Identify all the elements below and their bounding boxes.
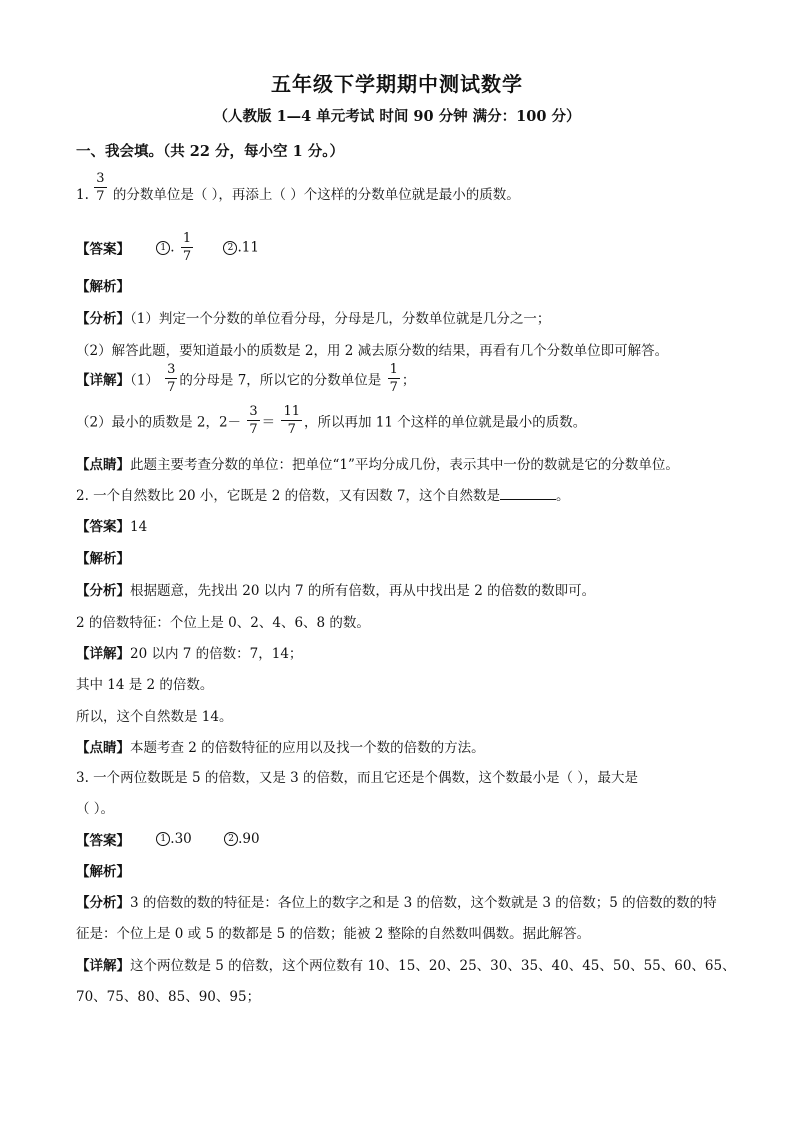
detail-text: 的分母是 7，所以它的分数单位是 [179, 372, 382, 389]
q3-line-2: （ ）。 [76, 801, 115, 817]
detail-text: （1） [130, 372, 159, 389]
fraction [281, 405, 302, 436]
q2-detail-line-2: 其中 14 是 2 的倍数。 [76, 677, 214, 693]
fraction [247, 405, 259, 436]
circled-number-1: 1 [156, 241, 170, 255]
q1-fraction [94, 172, 106, 203]
xiangjie-tag: 【详解】 [76, 372, 130, 389]
q1-analysis-line-1 [76, 307, 550, 327]
q1-answer-fraction [181, 232, 193, 263]
q3-line-1: 3. 一个两位数既是 5 的倍数，又是 3 的倍数，而且它还是个偶数，这个数最小是（ ），最大是 [76, 770, 639, 786]
fraction-denominator: 7 [287, 422, 296, 437]
q2-dianjing [76, 736, 485, 756]
q1-fraction-numerator: 3 [96, 171, 105, 186]
fraction-numerator: 11 [283, 404, 300, 419]
q1-answer [76, 232, 259, 263]
q2-detail-line-3: 所以，这个自然数是 14。 [76, 709, 233, 725]
q2-line [76, 484, 569, 504]
answer-tag: 【答案】 [76, 519, 130, 535]
q3-detail-line-1 [76, 954, 736, 974]
fraction-denominator: 7 [389, 380, 398, 395]
q2-analysis [76, 579, 595, 599]
q3-answer-2: .90 [238, 831, 260, 847]
q2-analysis-line-2: 2 的倍数特征：个位上是 0、2、4、6、8 的数。 [76, 615, 370, 631]
q2-detail [76, 642, 302, 662]
fraction-numerator: 1 [182, 231, 192, 246]
fenxi-tag: 【分析】 [76, 895, 130, 911]
answer-blank [500, 499, 556, 500]
dianjing-text: 此题主要考查分数的单位：把单位“1”平均分成几份，表示其中一份的数就是它的分数单位。 [130, 457, 679, 473]
q3-detail-line-2: 70、75、80、85、90、95； [76, 989, 261, 1005]
dianjing-tag: 【点睛】 [76, 740, 130, 756]
q3-answer-1: .30 [170, 831, 192, 847]
xiangjie-tag: 【详解】 [76, 958, 130, 974]
circled-number-2: 2 [223, 241, 237, 255]
q3-analysis-line-1 [76, 891, 717, 911]
fraction [388, 363, 400, 394]
detail-text: ； [401, 372, 416, 389]
q1-dianjing [76, 453, 679, 473]
answer-tag: 【答案】 [76, 833, 130, 849]
fenxi-tag: 【分析】 [76, 311, 130, 327]
fraction-denominator: 7 [249, 422, 258, 437]
fenxi-tag: 【分析】 [76, 583, 130, 599]
answer-separator: . [170, 239, 175, 256]
fraction-denominator: 7 [167, 380, 176, 395]
q2-answer-value: 14 [130, 519, 148, 535]
analysis-tag: 【解析】 [76, 864, 130, 880]
q2-text: 2. 一个自然数比 20 小，它既是 2 的倍数，又有因数 7，这个自然数是 [76, 488, 500, 504]
fraction-numerator: 1 [389, 362, 398, 377]
page-title: 五年级下学期期中测试数学 [271, 72, 523, 96]
q1-text: 的分数单位是（ ），再添上（ ）个这样的分数单位就是最小的质数。 [112, 187, 520, 203]
analysis-text: 3 的倍数的数的特征是：各位上的数字之和是 3 的倍数，这个数就是 3 的倍数；5 的倍数的数的特 [130, 895, 717, 911]
detail-text: ，所以再加 11 个这样的单位就是最小的质数。 [303, 414, 587, 431]
analysis-tag: 【解析】 [76, 279, 130, 295]
section-heading: 一、我会填。（共 22 分，每小空 1 分。） [76, 143, 344, 160]
xiangjie-tag: 【详解】 [76, 646, 130, 662]
analysis-tag: 【解析】 [76, 551, 130, 567]
q1-detail-line-2 [76, 405, 586, 436]
fraction-numerator: 3 [167, 362, 176, 377]
circled-number-2: 2 [224, 832, 238, 846]
q1-number: 1. [76, 187, 89, 203]
detail-text: 这个两位数是 5 的倍数，这个两位数有 10、15、20、25、30、35、40、45、50、55、60、65、 [130, 958, 736, 974]
fraction-denominator: 7 [182, 249, 192, 264]
page-subtitle: （人教版 1—4 单元考试 时间 90 分钟 满分：100 分） [213, 108, 581, 125]
answer-tag: 【答案】 [76, 241, 130, 258]
q3-analysis-line-2: 征是：个位上是 0 或 5 的数都是 5 的倍数；能被 2 整除的自然数叫偶数。据此解答。 [76, 926, 591, 942]
fraction-numerator: 3 [249, 404, 258, 419]
analysis-text: 根据题意，先找出 20 以内 7 的所有倍数，再从中找出是 2 的倍数的数即可。 [130, 583, 596, 599]
fraction [165, 363, 177, 394]
dianjing-text: 本题考查 2 的倍数特征的应用以及找一个数的倍数的方法。 [130, 740, 485, 756]
q1-analysis-line-2: （2）解答此题，要知道最小的质数是 2，用 2 减去原分数的结果，再看有几个分数单位即可解答。 [76, 343, 669, 359]
dianjing-tag: 【点睛】 [76, 457, 130, 473]
q3-answer [76, 829, 260, 849]
detail-text: 20 以内 7 的倍数：7，14； [130, 646, 303, 662]
q2-text-end: 。 [555, 488, 570, 504]
q1-detail-line-1 [76, 363, 415, 394]
q1-line [76, 172, 520, 203]
q1-answer-2: .11 [237, 239, 259, 256]
equals-sign: ＝ [261, 414, 276, 431]
analysis-text: （1）判定一个分数的单位看分母，分母是几，分数单位就是几分之一； [130, 311, 551, 327]
q2-answer [76, 515, 147, 535]
circled-number-1: 1 [156, 832, 170, 846]
detail-text: （2）最小的质数是 2，2－ [76, 414, 242, 431]
q1-fraction-denominator: 7 [96, 189, 105, 204]
